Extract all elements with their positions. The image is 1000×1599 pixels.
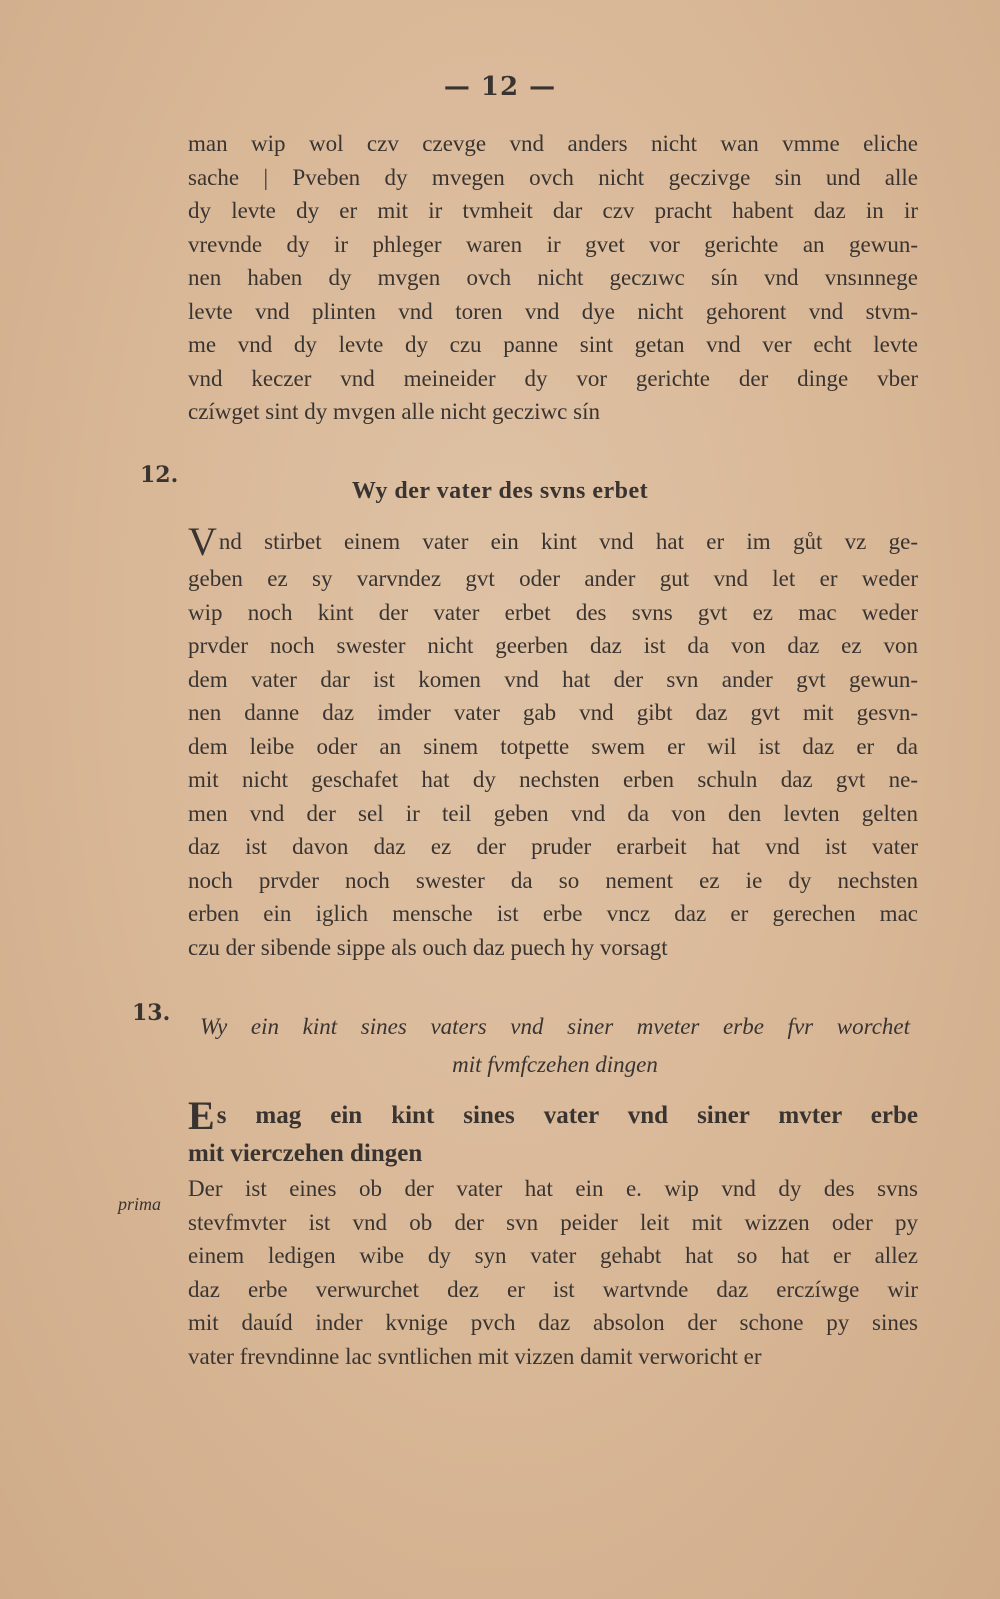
text-line: daz ist davon daz ez der pruder erarbeit hat vnd ist vater: [188, 834, 918, 859]
section-number-13: 13.: [132, 1000, 171, 1026]
text-line: czíwget sint dy mvgen alle nicht gecziwc sín: [188, 399, 600, 424]
text-line: dem vater dar ist komen vnd hat der svn ander gvt gewun-: [188, 666, 918, 692]
section-13-title-line: Wy ein kint sines vaters vnd siner mveter erbe fvr worchet: [200, 1014, 910, 1039]
section-number-12: 12.: [140, 462, 179, 488]
text-line: nen danne daz imder vater gab vnd gibt daz gvt mit gesvn-: [188, 700, 918, 725]
text-line: nen haben dy mvgen ovch nicht geczıwc sín vnd vnsınnege: [188, 265, 918, 290]
text-line: sache | Pveben dy mvegen ovch nicht geczivge sin und alle: [188, 164, 918, 190]
text-line: noch prvder noch swester da so nement ez ie dy nechsten: [188, 867, 918, 893]
section-13-heading-line: mit vierczehen dingen: [188, 1140, 423, 1167]
text-line: erben ein iglich mensche ist erbe vncz daz er gerechen mac: [188, 901, 918, 926]
text-line: wip noch kint der vater erbet des svns gvt ez mac weder: [188, 599, 918, 625]
section-13-heading: [188, 1093, 918, 1172]
drop-cap-e: E: [188, 1093, 215, 1138]
text-line: geben ez sy varvndez gvt oder ander gut vnd let er weder: [188, 566, 918, 591]
text-line: men vnd der sel ir teil geben vnd da von den levten gelten: [188, 800, 918, 826]
section-13-body: [188, 1172, 918, 1373]
text-line: levte vnd plinten vnd toren vnd dye nicht gehorent vnd stvm-: [188, 298, 918, 324]
text-line: mit dauíd inder kvnige pvch daz absolon der schone py sines: [188, 1310, 918, 1335]
text-line: daz erbe verwurchet dez er ist wartvnde daz erczíwge wir: [188, 1276, 918, 1302]
text-line: me vnd dy levte dy czu panne sint getan vnd ver echt levte: [188, 332, 918, 357]
page-number: — 12 —: [443, 72, 557, 102]
section-12-body: [188, 519, 918, 964]
text-line: vnd keczer vnd meineider dy vor gerichte der dinge vber: [188, 365, 918, 391]
text-line: mit nicht geschafet hat dy nechsten erben schuln daz gvt ne-: [188, 767, 918, 792]
drop-cap: V: [188, 519, 217, 564]
section-12-title: Wy der vater des svns erbet: [351, 478, 649, 504]
text-line: czu der sibende sippe als ouch daz puech hy vorsagt: [188, 934, 668, 960]
text-line-body: nd stirbet einem vater ein kint vnd hat er im gůt vz ge-: [218, 529, 918, 554]
section-13-heading-line: [188, 1093, 918, 1138]
continuation-paragraph: [188, 127, 918, 429]
text-line: stevfmvter ist vnd ob der svn peider leit mit wizzen oder py: [188, 1209, 918, 1235]
text-line: dem leibe oder an sinem totpette swem er wil ist daz er da: [188, 733, 918, 759]
text-line: vater frevndinne lac svntlichen mit vizzen damit verworicht er: [188, 1343, 762, 1369]
text-line: [188, 519, 918, 564]
text-line: prvder noch swester nicht geerben daz ist da von daz ez von: [188, 633, 918, 658]
section-13-title: [200, 1008, 910, 1084]
text-line: vrevnde dy ir phleger waren ir gvet vor gerichte an gewun-: [188, 231, 918, 257]
margin-note-prima: prima: [118, 1194, 162, 1214]
text-line: dy levte dy er mit ir tvmheit dar czv pracht habent daz in ir: [188, 198, 918, 223]
text-line: man wip wol czv czevge vnd anders nicht wan vmme eliche: [188, 131, 918, 156]
text-line: Der ist eines ob der vater hat ein e. wip vnd dy des svns: [188, 1176, 918, 1201]
text-line: einem ledigen wibe dy syn vater gehabt hat so hat er allez: [188, 1243, 918, 1268]
section-13-title-line: mit fvmfczehen dingen: [452, 1052, 658, 1077]
section-13-heading-text: s mag ein kint sines vater vnd siner mvter erbe: [216, 1102, 918, 1129]
